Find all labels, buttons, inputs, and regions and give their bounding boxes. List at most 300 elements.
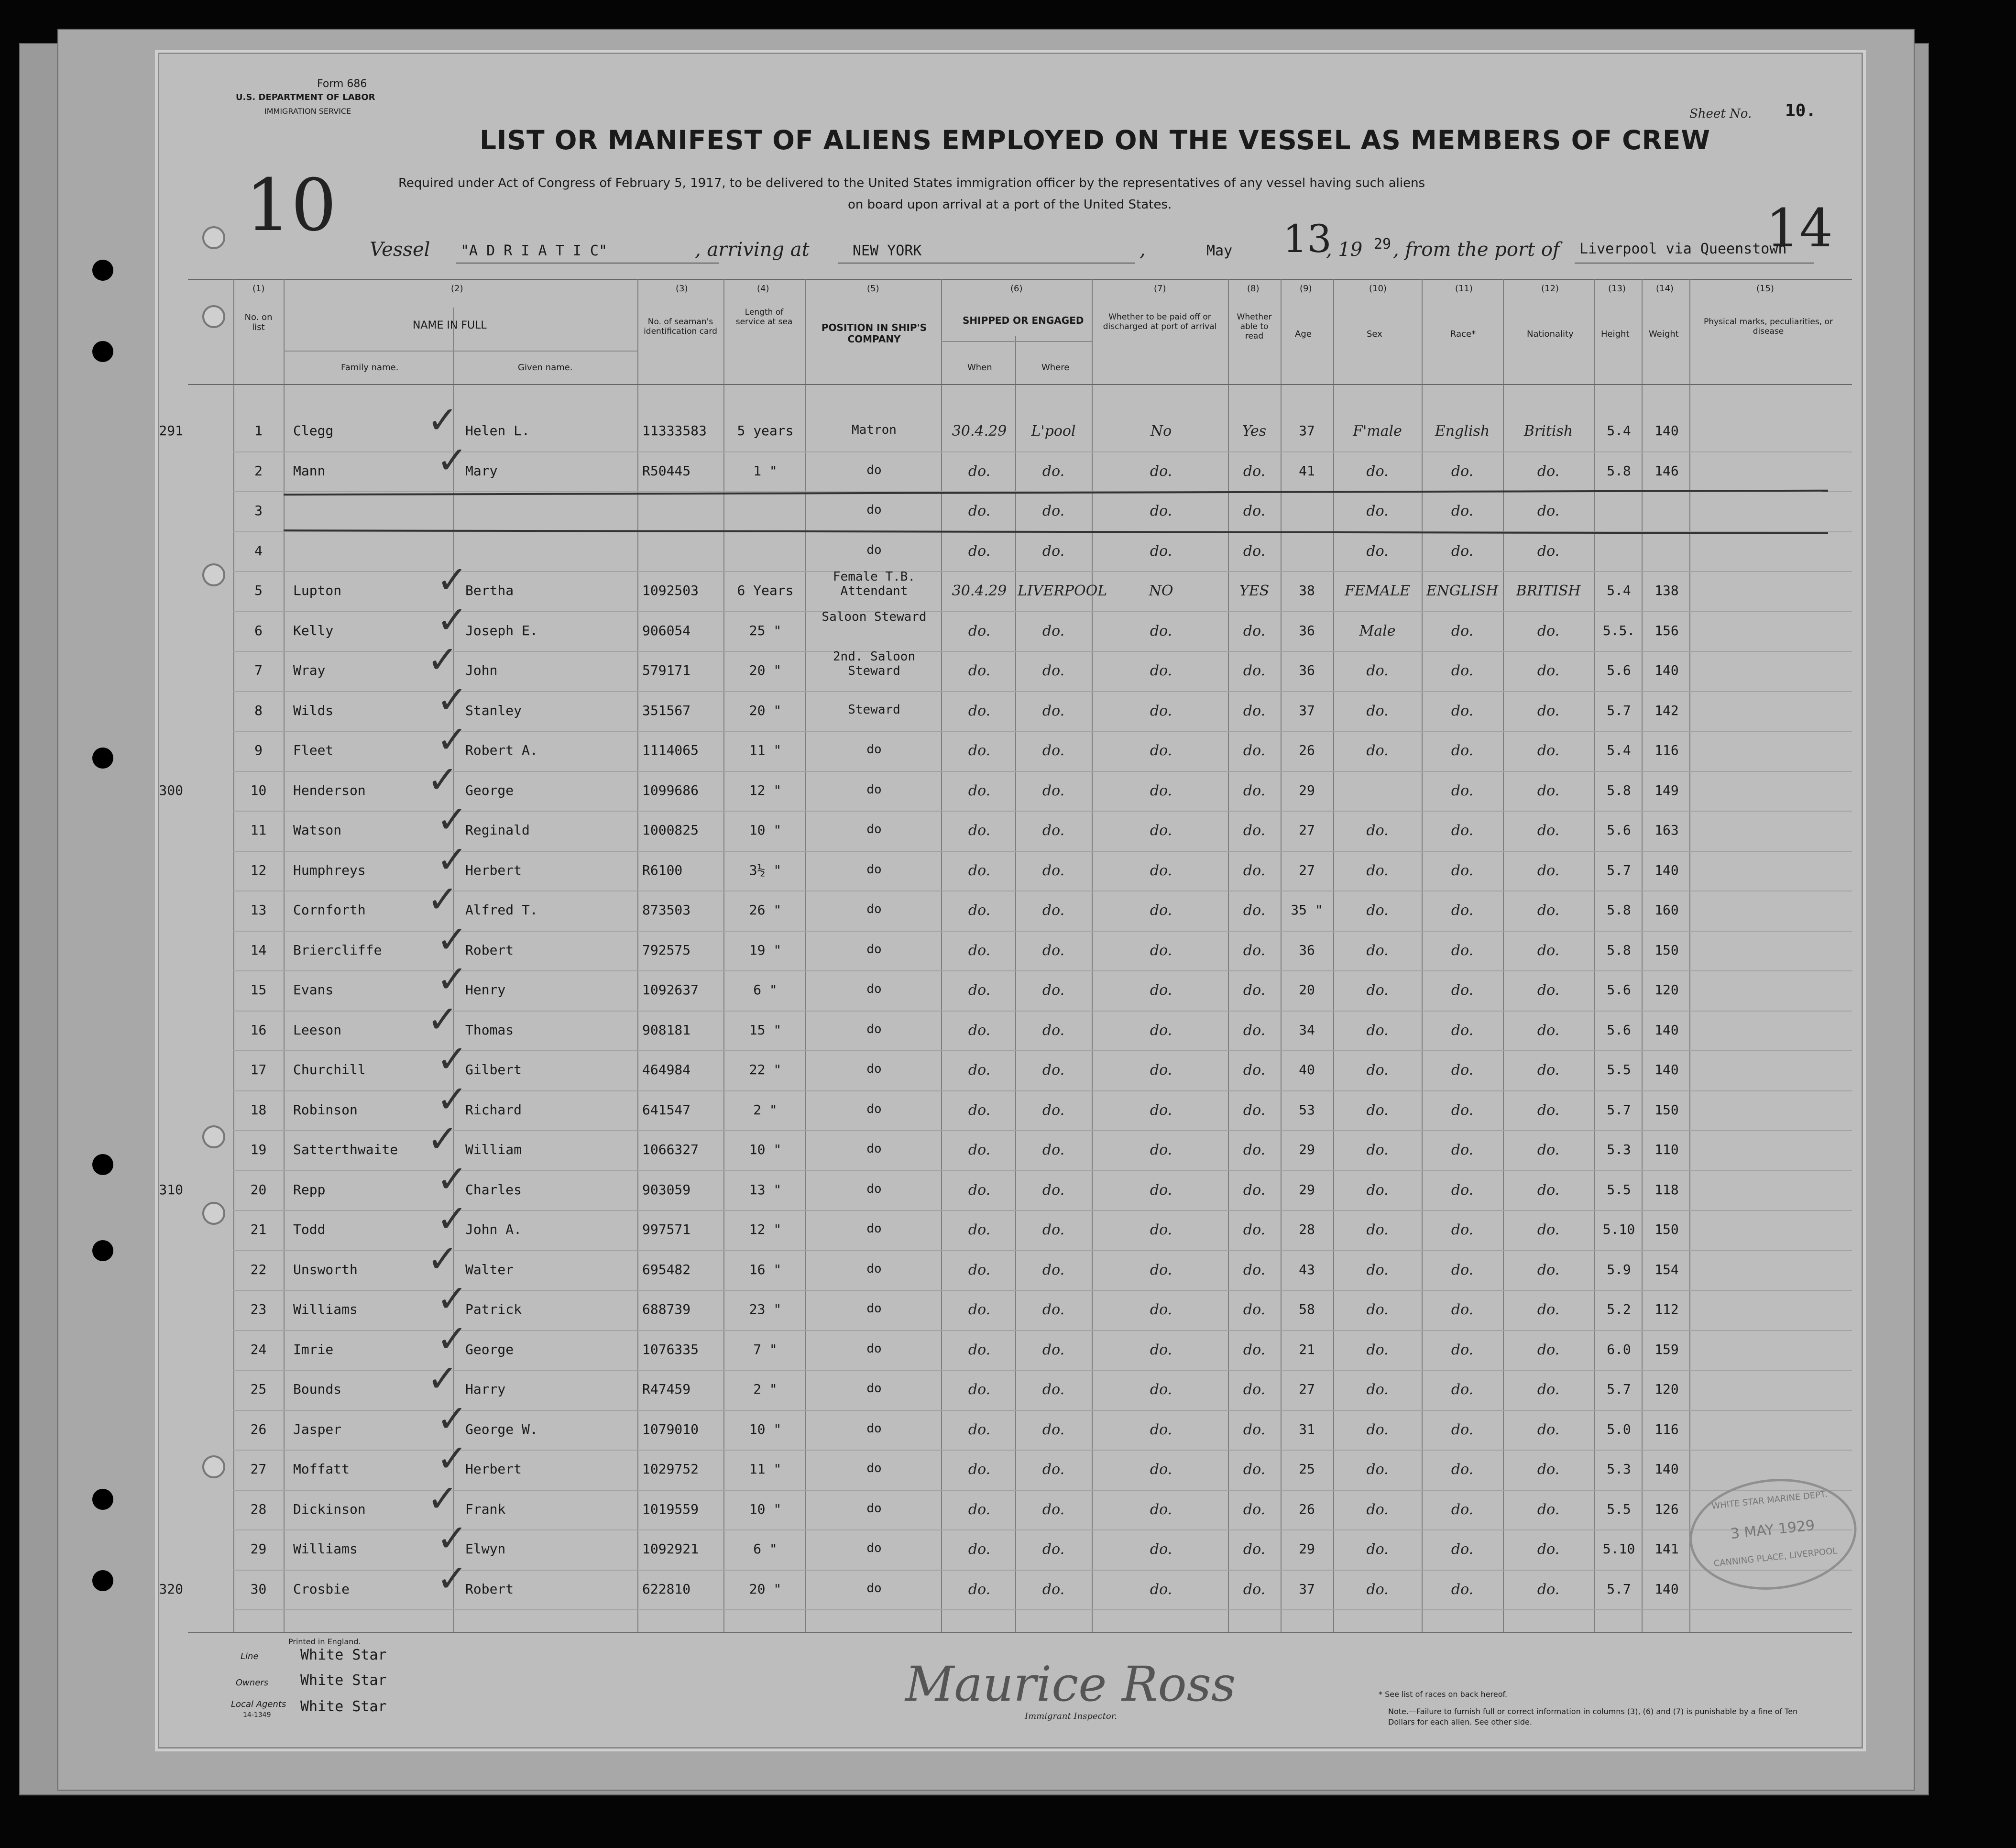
cell-height: 5.8	[1607, 462, 1631, 479]
cell-age: 53	[1299, 1101, 1315, 1118]
cell-when: do.	[968, 702, 991, 719]
cell-no: 22	[250, 1261, 267, 1277]
cell-no: 12	[250, 862, 267, 878]
cell-nat: do.	[1537, 1062, 1560, 1078]
cell-sex: do.	[1366, 1581, 1389, 1598]
cell-family: Mann	[293, 462, 326, 479]
cell-paid: do.	[1150, 1341, 1172, 1358]
cell-paid: do.	[1150, 662, 1172, 679]
cell-race: do.	[1451, 1022, 1474, 1039]
cell-given: Bertha	[465, 583, 514, 598]
check-mark-icon: ✓	[437, 718, 468, 761]
cell-position: do	[866, 942, 882, 957]
inspector-label: Immigrant Inspector.	[1025, 1711, 1118, 1721]
cell-read: do.	[1243, 1581, 1266, 1598]
service-name: IMMIGRATION SERVICE	[264, 107, 351, 116]
cell-given: Alfred T.	[465, 902, 538, 918]
cell-sex: F'male	[1353, 423, 1402, 440]
cell-no: 2	[254, 462, 263, 479]
cell-no: 5	[254, 583, 263, 598]
cell-service: 10 "	[749, 1142, 782, 1157]
cell-no: 24	[250, 1341, 267, 1357]
cell-nat: do.	[1537, 1301, 1560, 1318]
cell-position: do	[866, 1062, 882, 1076]
cell-age: 28	[1299, 1221, 1315, 1237]
cell-paid: do.	[1150, 742, 1172, 759]
sheet-number: 10.	[1785, 101, 1817, 121]
cell-position: do	[866, 1101, 882, 1116]
cell-read: do.	[1243, 1341, 1266, 1358]
table-row	[159, 758, 1862, 815]
check-mark-icon: ✓	[427, 998, 459, 1041]
cell-sex: do.	[1366, 982, 1389, 999]
cell-nat: do.	[1537, 862, 1560, 879]
table-row	[159, 878, 1862, 935]
printed-note: Printed in England.	[288, 1637, 361, 1646]
cell-paid: do.	[1150, 462, 1172, 480]
row-rule	[233, 611, 1852, 612]
cell-height: 5.5.	[1602, 622, 1635, 638]
cell-card: 997571	[642, 1221, 691, 1237]
check-mark-icon: ✓	[437, 1157, 468, 1201]
cell-no: 25	[250, 1381, 267, 1397]
cell-paid: do.	[1150, 902, 1172, 919]
cell-race: English	[1435, 423, 1490, 440]
cell-nat: do.	[1537, 1261, 1560, 1278]
cell-age: 34	[1299, 1022, 1315, 1038]
cell-weight: 150	[1654, 942, 1679, 958]
cell-nat: do.	[1537, 622, 1560, 639]
cell-weight: 141	[1654, 1541, 1679, 1557]
cell-where: do.	[1042, 1381, 1065, 1398]
cell-race: do.	[1451, 462, 1474, 480]
cell-read: do.	[1243, 982, 1266, 999]
cell-given: Mary	[465, 462, 498, 479]
header-seaman-card: No. of seaman's identification card	[644, 317, 717, 336]
cell-when: do.	[968, 1581, 991, 1598]
cell-paid: do.	[1150, 982, 1172, 999]
cell-age: 40	[1299, 1062, 1315, 1078]
cell-no: 11	[250, 822, 267, 838]
header-where: Where	[1041, 363, 1070, 373]
table-row	[159, 718, 1862, 775]
table-row	[159, 559, 1862, 615]
cell-read: do.	[1243, 1142, 1266, 1158]
row-rule	[233, 1050, 1852, 1051]
cell-card: 906054	[642, 622, 691, 638]
header-height: Height	[1601, 329, 1630, 339]
cell-family: Imrie	[293, 1341, 334, 1357]
cell-service: 25 "	[749, 622, 782, 638]
check-mark-icon: ✓	[427, 399, 459, 442]
cell-sex: do.	[1366, 1181, 1389, 1199]
table-row	[159, 1317, 1862, 1374]
cell-margin: 300	[159, 782, 183, 798]
cell-when: do.	[968, 1421, 991, 1438]
cell-where: do.	[1042, 1062, 1065, 1078]
row-rule	[233, 1570, 1852, 1571]
cell-when: do.	[968, 1341, 991, 1358]
col-number: (14)	[1656, 284, 1674, 294]
cell-paid: do.	[1150, 1101, 1172, 1119]
cell-sex: do.	[1366, 702, 1389, 719]
cell-given: Thomas	[465, 1022, 514, 1038]
cell-margin: 291	[159, 423, 183, 439]
cell-margin: 320	[159, 1581, 183, 1597]
cell-race: do.	[1451, 662, 1474, 679]
cell-race: do.	[1451, 1461, 1474, 1478]
cell-race: do.	[1451, 1341, 1474, 1358]
cell-family: Churchill	[293, 1062, 366, 1078]
binder-hole	[92, 1240, 113, 1261]
cell-sex: do.	[1366, 1501, 1389, 1518]
cell-where: do.	[1042, 1301, 1065, 1318]
handwritten-sheet-count: 14	[1766, 198, 1833, 259]
cell-read: YES	[1239, 583, 1270, 599]
table-row	[159, 998, 1862, 1055]
cell-family: Williams	[293, 1541, 358, 1557]
cell-where: do.	[1042, 1261, 1065, 1278]
cell-height: 5.6	[1607, 662, 1631, 678]
cell-paid: No	[1150, 423, 1172, 440]
header-no-on-list: No. on list	[244, 312, 273, 332]
cell-no: 9	[254, 742, 263, 758]
table-row	[159, 918, 1862, 975]
cell-nat: do.	[1537, 1142, 1560, 1158]
cell-given: Joseph E.	[465, 622, 538, 638]
cell-service: 11 "	[749, 742, 782, 758]
cell-card: 1066327	[642, 1142, 699, 1157]
row-rule	[233, 811, 1852, 812]
cell-given: Herbert	[465, 862, 522, 878]
cell-service: 16 "	[749, 1261, 782, 1277]
cell-age: 37	[1299, 423, 1315, 439]
check-mark-icon: ✓	[437, 678, 468, 722]
cell-where: do.	[1042, 1421, 1065, 1438]
cell-read: do.	[1243, 1381, 1266, 1398]
cell-where: do.	[1042, 1541, 1065, 1558]
cell-service: 13 "	[749, 1181, 782, 1198]
departure-port: Liverpool via Queenstown	[1579, 241, 1787, 257]
cell-height: 5.2	[1607, 1301, 1631, 1317]
cell-family: Briercliffe	[293, 942, 382, 958]
cell-family: Unsworth	[293, 1261, 358, 1277]
cell-race: do.	[1451, 862, 1474, 879]
cell-when: do.	[968, 902, 991, 919]
cell-position: do	[866, 503, 882, 517]
cell-given: Herbert	[465, 1461, 522, 1477]
header-paid-off: Whether to be paid off or discharged at port of arrival	[1103, 312, 1217, 331]
cell-weight: 126	[1654, 1501, 1679, 1517]
cell-where: do.	[1042, 982, 1065, 999]
row-rule	[233, 851, 1852, 852]
row-rule	[233, 1290, 1852, 1291]
cell-sex: do.	[1366, 822, 1389, 839]
cell-family: Clegg	[293, 423, 334, 439]
cell-position: do	[866, 1461, 882, 1475]
cell-card: 792575	[642, 942, 691, 958]
cell-nat: do.	[1537, 982, 1560, 999]
cell-weight: 163	[1654, 822, 1679, 838]
cell-height: 5.8	[1607, 942, 1631, 958]
cell-position: do	[866, 462, 882, 477]
cell-read: do.	[1243, 1101, 1266, 1119]
cell-service: 10 "	[749, 1421, 782, 1437]
cell-where: do.	[1042, 1221, 1065, 1238]
owners-value: White Star	[300, 1672, 387, 1689]
col-number: (15)	[1756, 284, 1774, 294]
cell-service: 1 "	[753, 462, 778, 479]
check-mark-icon: ✓	[437, 1038, 468, 1081]
cell-race: do.	[1451, 1101, 1474, 1119]
cell-sex: do.	[1366, 1461, 1389, 1478]
stamp-date: 3 MAY 1929	[1730, 1517, 1816, 1543]
cell-position: do	[866, 1381, 882, 1396]
cell-weight: 149	[1654, 782, 1679, 798]
cell-age: 36	[1299, 662, 1315, 678]
cell-sex: do.	[1366, 862, 1389, 879]
cell-when: do.	[968, 1381, 991, 1398]
cell-family: Williams	[293, 1301, 358, 1317]
cell-where: do.	[1042, 942, 1065, 959]
cell-weight: 154	[1654, 1261, 1679, 1277]
row-rule	[233, 1330, 1852, 1331]
cell-position: do	[866, 1181, 882, 1196]
cell-nat: do.	[1537, 1501, 1560, 1518]
cell-weight: 138	[1654, 583, 1679, 598]
cell-card: 1029752	[642, 1461, 699, 1477]
arriving-port: NEW YORK	[853, 242, 922, 259]
cell-age: 29	[1299, 1181, 1315, 1198]
cell-no: 20	[250, 1181, 267, 1198]
cell-no: 19	[250, 1142, 267, 1157]
cell-no: 16	[250, 1022, 267, 1038]
cell-service: 22 "	[749, 1062, 782, 1078]
cell-service: 7 "	[753, 1341, 778, 1357]
cell-weight: 120	[1654, 1381, 1679, 1397]
cell-age: 29	[1299, 1142, 1315, 1157]
cell-when: do.	[968, 1062, 991, 1078]
cell-when: do.	[968, 1022, 991, 1039]
cell-no: 27	[250, 1461, 267, 1477]
cell-nat: do.	[1537, 662, 1560, 679]
table-row	[159, 1118, 1862, 1174]
header-name-in-full: NAME IN FULL	[413, 319, 487, 331]
cell-age: 35 "	[1291, 902, 1323, 918]
check-mark-icon: ✓	[427, 1477, 459, 1520]
cell-family: Bounds	[293, 1381, 342, 1397]
cell-when: do.	[968, 822, 991, 839]
header-physical-marks: Physical marks, peculiarities, or disease	[1704, 317, 1833, 336]
cell-where: do.	[1042, 702, 1065, 719]
cell-service: 6 "	[753, 1541, 778, 1557]
row-rule	[233, 691, 1852, 692]
cell-card: 908181	[642, 1022, 691, 1038]
cell-read: do.	[1243, 1301, 1266, 1318]
vessel-name: "A D R I A T I C"	[460, 242, 608, 259]
cell-height: 5.4	[1607, 742, 1631, 758]
comma: ,	[1139, 239, 1146, 261]
cell-card: 1092503	[642, 583, 699, 598]
cell-service: 11 "	[749, 1461, 782, 1477]
cell-sex: do.	[1366, 1301, 1389, 1318]
header-able-read: Whether able to read	[1237, 312, 1272, 341]
cell-card: R47459	[642, 1381, 691, 1397]
cell-service: 15 "	[749, 1022, 782, 1038]
col-number: (11)	[1455, 284, 1473, 294]
cell-read: do.	[1243, 1501, 1266, 1518]
page-title: LIST OR MANIFEST OF ALIENS EMPLOYED ON THE VESSEL AS MEMBERS OF CREW	[480, 125, 1711, 155]
cell-age: 20	[1299, 982, 1315, 998]
cell-paid: do.	[1150, 1221, 1172, 1238]
table-row	[159, 399, 1862, 455]
check-mark-icon: ✓	[437, 1198, 468, 1241]
cell-when: do.	[968, 1261, 991, 1278]
agents-label: Local Agents	[231, 1699, 286, 1709]
cell-height: 5.6	[1607, 822, 1631, 838]
cell-card: 688739	[642, 1301, 691, 1317]
cell-when: do.	[968, 462, 991, 480]
cell-when: do.	[968, 942, 991, 959]
header-position: POSITION IN SHIP'S COMPANY	[821, 322, 927, 345]
cell-weight: 140	[1654, 1461, 1679, 1477]
table-row	[159, 439, 1862, 495]
table-row	[159, 638, 1862, 695]
cell-service: 6 Years	[737, 583, 794, 598]
cell-given: George	[465, 782, 514, 798]
cell-position: do	[866, 1301, 882, 1316]
cell-no: 6	[254, 622, 263, 638]
cell-card: 464984	[642, 1062, 691, 1078]
penalty-note: Note.—Failure to furnish full or correct information in columns (3), (6) and (7) is punishable by a fine of Ten Dollars for each alien. See other side.	[1388, 1707, 1798, 1727]
cell-card: 1076335	[642, 1341, 699, 1357]
cell-position: do	[866, 1541, 882, 1555]
cell-where: do.	[1042, 1181, 1065, 1199]
cell-service: 20 "	[749, 1581, 782, 1597]
check-mark-icon: ✓	[437, 1277, 468, 1320]
cell-given: Walter	[465, 1261, 514, 1277]
cell-nat: BRITISH	[1516, 583, 1581, 599]
line-label: Line	[241, 1651, 259, 1661]
cell-nat: do.	[1537, 742, 1560, 759]
binder-hole	[92, 260, 113, 281]
cell-given: Gilbert	[465, 1062, 522, 1078]
cell-nat: do.	[1537, 503, 1560, 519]
cell-family: Leeson	[293, 1022, 342, 1038]
cell-where: do.	[1042, 622, 1065, 639]
cell-age: 38	[1299, 583, 1315, 598]
cell-read: do.	[1243, 902, 1266, 919]
cell-paid: do.	[1150, 862, 1172, 879]
row-rule	[233, 651, 1852, 652]
cell-sex: do.	[1366, 1341, 1389, 1358]
cell-card: 1019559	[642, 1501, 699, 1517]
cell-given: Charles	[465, 1181, 522, 1198]
cell-position: do	[866, 982, 882, 996]
cell-height: 5.0	[1607, 1421, 1631, 1437]
check-mark-icon: ✓	[437, 1437, 468, 1480]
cell-nat: do.	[1537, 1581, 1560, 1598]
cell-paid: do.	[1150, 702, 1172, 719]
cell-nat: do.	[1537, 782, 1560, 799]
cell-card: 873503	[642, 902, 691, 918]
arriving-label: , arriving at	[695, 239, 810, 261]
check-mark-icon: ✓	[437, 1317, 468, 1361]
table-row	[159, 1198, 1862, 1254]
cell-age: 26	[1299, 1501, 1315, 1517]
row-rule	[233, 1090, 1852, 1091]
cell-given: George	[465, 1341, 514, 1357]
cell-read: do.	[1243, 542, 1266, 560]
cell-race: do.	[1451, 782, 1474, 799]
cell-height: 5.6	[1607, 982, 1631, 998]
cell-nat: do.	[1537, 1421, 1560, 1438]
check-mark-icon: ✓	[437, 798, 468, 841]
cell-position: do	[866, 1022, 882, 1036]
cell-family: Wilds	[293, 702, 334, 718]
cell-read: do.	[1243, 1022, 1266, 1039]
cell-height: 6.0	[1607, 1341, 1631, 1357]
cell-sex: do.	[1366, 902, 1389, 919]
cell-service: 10 "	[749, 1501, 782, 1517]
cell-height: 5.7	[1607, 702, 1631, 718]
cell-height: 5.5	[1607, 1501, 1631, 1517]
cell-read: do.	[1243, 462, 1266, 480]
col-number: (4)	[757, 284, 769, 294]
cell-sex: do.	[1366, 1022, 1389, 1039]
cell-position: Saloon Steward	[822, 609, 927, 624]
cell-given: Elwyn	[465, 1541, 506, 1557]
header-race: Race*	[1450, 329, 1476, 339]
cell-position: do	[866, 1261, 882, 1276]
col-number: (13)	[1608, 284, 1626, 294]
table-row	[159, 678, 1862, 735]
cell-service: 10 "	[749, 822, 782, 838]
cell-paid: do.	[1150, 1022, 1172, 1039]
header-nationality: Nationality	[1527, 329, 1574, 339]
cell-where: do.	[1042, 862, 1065, 879]
cell-read: do.	[1243, 1062, 1266, 1078]
cell-sex: do.	[1366, 542, 1389, 560]
cell-service: 26 "	[749, 902, 782, 918]
cell-race: do.	[1451, 742, 1474, 759]
year-prefix: , 19	[1326, 239, 1363, 261]
check-mark-icon: ✓	[427, 1357, 459, 1400]
table-row	[159, 598, 1862, 655]
cell-race: do.	[1451, 1062, 1474, 1078]
cell-no: 4	[254, 542, 263, 559]
cell-weight: 110	[1654, 1142, 1679, 1157]
cell-weight: 116	[1654, 1421, 1679, 1437]
cell-given: Robert	[465, 1581, 514, 1597]
cell-race: do.	[1451, 1261, 1474, 1278]
cell-card: R50445	[642, 462, 691, 479]
cell-card: 1079010	[642, 1421, 699, 1437]
cell-no: 8	[254, 702, 263, 718]
cell-no: 3	[254, 503, 263, 518]
cell-read: do.	[1243, 662, 1266, 679]
row-rule	[233, 771, 1852, 772]
cell-read: do.	[1243, 1221, 1266, 1238]
cell-weight: 118	[1654, 1181, 1679, 1198]
row-rule	[233, 571, 1852, 572]
cell-service: 12 "	[749, 1221, 782, 1237]
cell-race: do.	[1451, 1221, 1474, 1238]
cell-height: 5.9	[1607, 1261, 1631, 1277]
cell-read: Yes	[1242, 423, 1267, 440]
cell-height: 5.7	[1607, 862, 1631, 878]
binder-hole	[92, 1570, 113, 1591]
